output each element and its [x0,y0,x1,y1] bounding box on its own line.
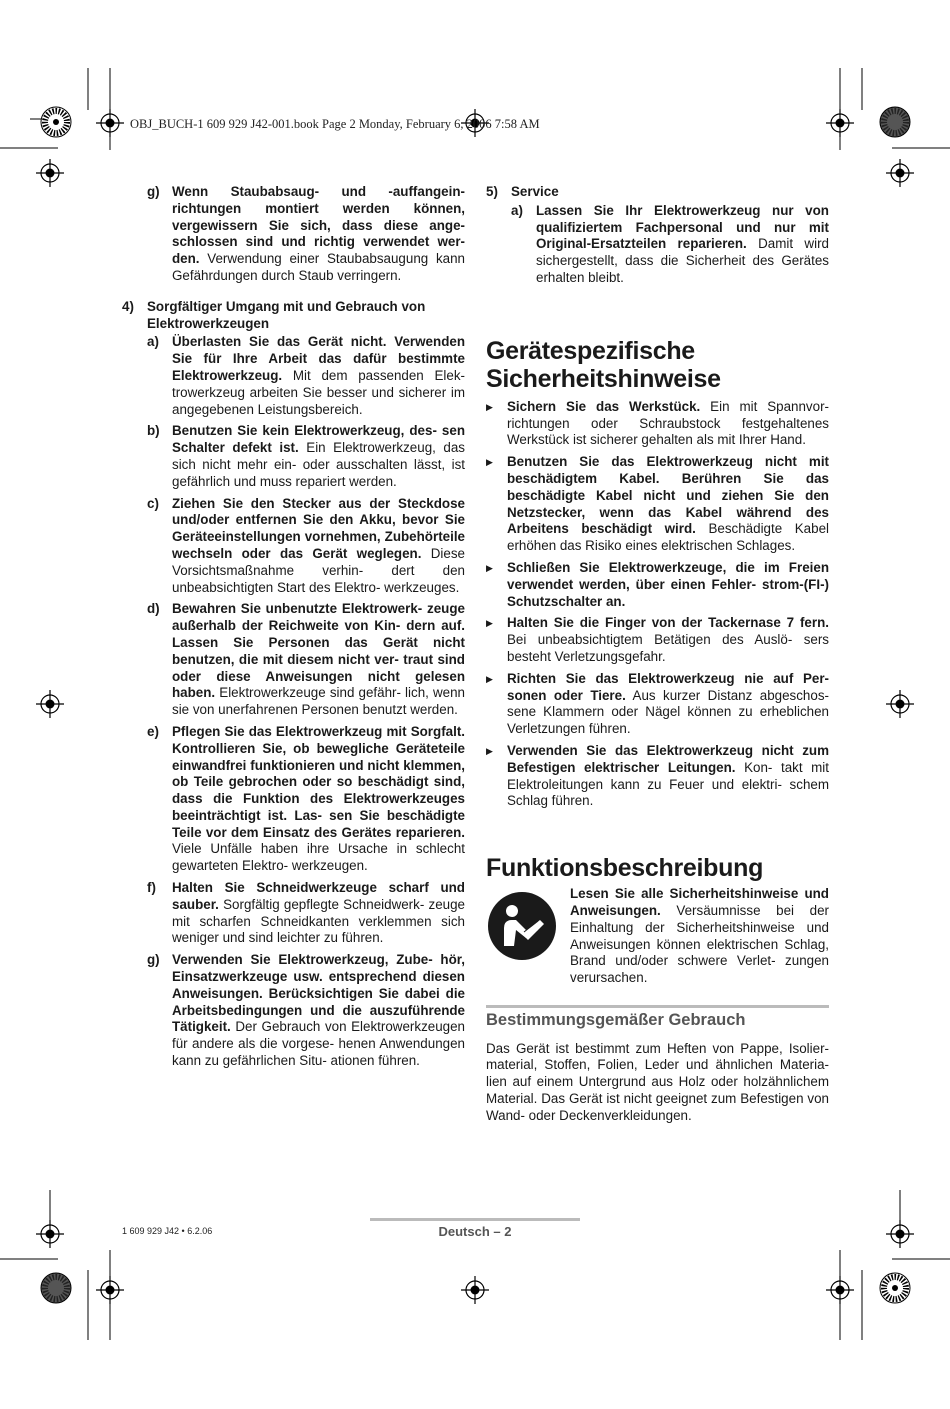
bullet-item [486,671,829,738]
triangle-bullet-icon: ▶ [486,457,493,468]
subheading-usage: Bestimmungsgemäßer Gebrauch [486,1005,829,1029]
item-text: Elektrowerkzeuge sind gefähr- lich, wenn sie von unerfahrenen Personen benutzt werden. [172,685,465,718]
bullet-bold-text: Halten Sie die Finger von der Tackernase 7 fern. [507,615,829,631]
notice-bold-text: Lesen Sie alle Sicherheitshinweise und Anweisungen. [570,886,829,918]
section-title: Service [511,184,559,199]
item-text: Viele Unfälle haben ihre Ursache in schlecht gewarteten Elektro- werkzeugen. [172,841,465,874]
bullet-text: Kon- takt mit Elektroleitungen kann zu Feuer und elektri- schem Schlag führen. [507,759,829,809]
list-item [511,203,829,287]
item-label: a) [147,334,159,350]
bullet-bold-text: Richten Sie das Elektrowerkzeug nie auf Per- sonen oder Tiere. [507,670,829,703]
list-item [147,184,465,285]
read-notice [486,886,829,987]
footer-code: 1 609 929 J42 • 6.2.06 [122,1226,213,1236]
triangle-bullet-icon: ▶ [486,618,493,629]
list-item [147,334,465,418]
item-bold-text: Pflegen Sie das Elektrowerkzeug mit Sorgfalt. Kontrollieren Sie, ob bewegliche Geräteteile einwandfrei funktionieren und nicht klemmen, ob Teile gebrochen oder so beschädigt sind, dass die Funktion des Elektrowerkzeuges beeinträchtigt ist. Las- sen Sie beschädigte Teile vor dem Einsatz des Gerätes reparieren. [172,723,465,840]
usage-paragraph: Das Gerät ist bestimmt zum Heften von Pappe, Isolier- material, Stoffen, Folien, Leder und ähnlichen Materia- lien auf einem Untergrund aus Holz oder holzähnlichem Material. Das Gerät ist nicht geeignet zum Befestigen von Wand- oder Deckenverkleidungen. [486,1040,829,1123]
item-bold-text: Benutzen Sie kein Elektrowerkzeug, des- sen Schalter defekt ist. [172,423,465,456]
section-title: Sorgfältiger Umgang mit und Gebrauch von Elektrowerkzeugen [147,298,426,331]
bullet-bold-text: Verwenden Sie das Elektrowerkzeug nicht zum Befestigen elektrischer Leitungen. [507,742,829,775]
item-bold-text: Wenn Staubabsaug- und -auffangein- richtungen montiert werden können, vergewissern Sie sich, dass diese ange- schlossen sind und richtig verwendet wer- den. [172,184,465,267]
section-number: 5) [486,184,498,199]
item-label: g) [147,952,160,968]
item-label: d) [147,601,160,617]
page-number: Deutsch – 2 [370,1218,580,1239]
bullet-item [486,399,829,449]
bullet-bold-text: Schließen Sie Elektrowerkzeuge, die im Freien verwendet werden, über einen Fehler- strom-(FI-) Schutzschalter an. [507,559,829,609]
notice-text: Versäumnisse bei der Einhaltung der Sicherheitshinweise und Anweisungen können elektrischen Schlag, Brand und/oder schwere Verlet- zungen verursachen. [570,902,829,986]
triangle-bullet-icon: ▶ [486,401,493,412]
heading-function: Funktionsbeschreibung [486,854,764,883]
item-label: f) [147,880,156,896]
item-list [147,334,465,1069]
right-column [486,184,829,1125]
item-bold-text: Überlasten Sie das Gerät nicht. Verwenden Sie für Ihre Arbeit das dafür bestimmte Elektrowerkzeug. [172,334,465,383]
bullet-text: Bei unbeabsichtigtem Betätigen des Auslö- sers besteht Verletzungsgefahr. [507,632,829,664]
bullet-list [486,399,829,810]
read-manual-icon [486,890,558,962]
left-column [122,184,465,1075]
list-item [147,724,465,875]
page-header: OBJ_BUCH-1 609 929 J42-001.book Page 2 Monday, February 6, 2006 7:58 AM [130,117,540,131]
item-text: Damit wird sichergestellt, dass die Sicherheit des Gerätes erhalten bleibt. [536,236,829,285]
item-label: e) [147,723,159,739]
bullet-text: Aus kurzer Distanz abgeschos- sene Klammern oder Nägel können zu erheblichen Verletzungen führen. [507,687,829,737]
list-item [147,952,465,1070]
bullet-item [486,615,829,665]
heading-safety: Gerätespezifische Sicherheitshinweise [486,336,721,393]
item-text: Sorgfältig gepflegte Schneidwerk- zeuge mit scharfen Schneidkanten verklemmen sich weniger und sind leichter zu führen. [172,896,465,946]
item-text: Der Gebrauch von Elektrowerkzeugen für andere als die vorgese- henen Anwendungen kann zu gefährlichen Situ- ationen führen. [172,1019,465,1069]
list-item [147,880,465,947]
item-label: c) [147,495,159,511]
item-label: g) [147,184,160,199]
bullet-item [486,454,829,555]
item-bold-text: Verwenden Sie Elektrowerkzeug, Zube- hör, Einsatzwerkzeuge usw. entsprechend diesen Anweisungen. Berücksichtigen Sie dabei die Arbeitsbedingungen und die auszuführende Tätigkeit. [172,952,465,1035]
triangle-bullet-icon: ▶ [486,745,493,756]
list-item [147,423,465,490]
list-item [147,496,465,597]
item-label: a) [511,202,523,218]
item-label: b) [147,423,160,439]
bullet-bold-text: Sichern Sie das Werkstück. [507,398,701,414]
bullet-text: Beschädigte Kabel erhöhen das Risiko eines elektrischen Schlages. [507,521,829,554]
item-bold-text: Lassen Sie Ihr Elektrowerkzeug nur von qualifiziertem Fachpersonal und nur mit Original-Ersatzteilen reparieren. [536,202,829,252]
item-text: Diese Vorsichtsmaßnahme verhin- dert den unbeabsichtigten Start des Elektro- werkzeuges. [172,545,465,595]
section-number: 4) [122,298,134,314]
bullet-item [486,743,829,810]
item-bold-text: Halten Sie Schneidwerkzeuge scharf und sauber. [172,880,465,912]
bullet-bold-text: Benutzen Sie das Elektrowerkzeug nicht mit beschädigtem Kabel. Berühren Sie das beschädigte Kabel nicht und ziehen Sie den Netzstecker, wenn das Kabel während des Arbeitens beschädigt wird. [507,454,829,537]
triangle-bullet-icon: ▶ [486,673,493,684]
list-item [147,601,465,719]
section-heading [486,184,829,201]
bullet-text: Ein mit Spannvor- richtungen oder Schraubstock festgehaltenes Werkstück ist sicherer gehalten als mit Ihrer Hand. [507,398,829,448]
triangle-bullet-icon: ▶ [486,562,493,573]
item-bold-text: Bewahren Sie unbenutzte Elektrowerk- zeuge außerhalb der Reichweite von Kin- dern auf. Lassen Sie Personen das Gerät nicht benutzen, die mit diesem nicht ver- traut sind oder diese Anweisungen nicht gelesen haben. [172,601,465,701]
item-text: Mit dem passenden Elek- trowerkzeug arbeiten Sie besser und sicherer im angegebenen Leistungsbereich. [172,367,465,417]
item-bold-text: Ziehen Sie den Stecker aus der Steckdose und/oder entfernen Sie den Akku, bevor Sie Geräteeinstellungen vornehmen, Zubehörteile wechseln oder das Gerät weglegen. [172,495,465,561]
bullet-item [486,560,829,610]
item-text: Ein Elektrowerkzeug, das sich nicht mehr ein- oder ausschalten lässt, ist gefährlich und muss repariert werden. [172,440,465,489]
item-text: Verwendung einer Staubabsaugung kann Gefährdungen durch Staub verringern. [172,251,465,283]
section-heading [122,299,465,333]
